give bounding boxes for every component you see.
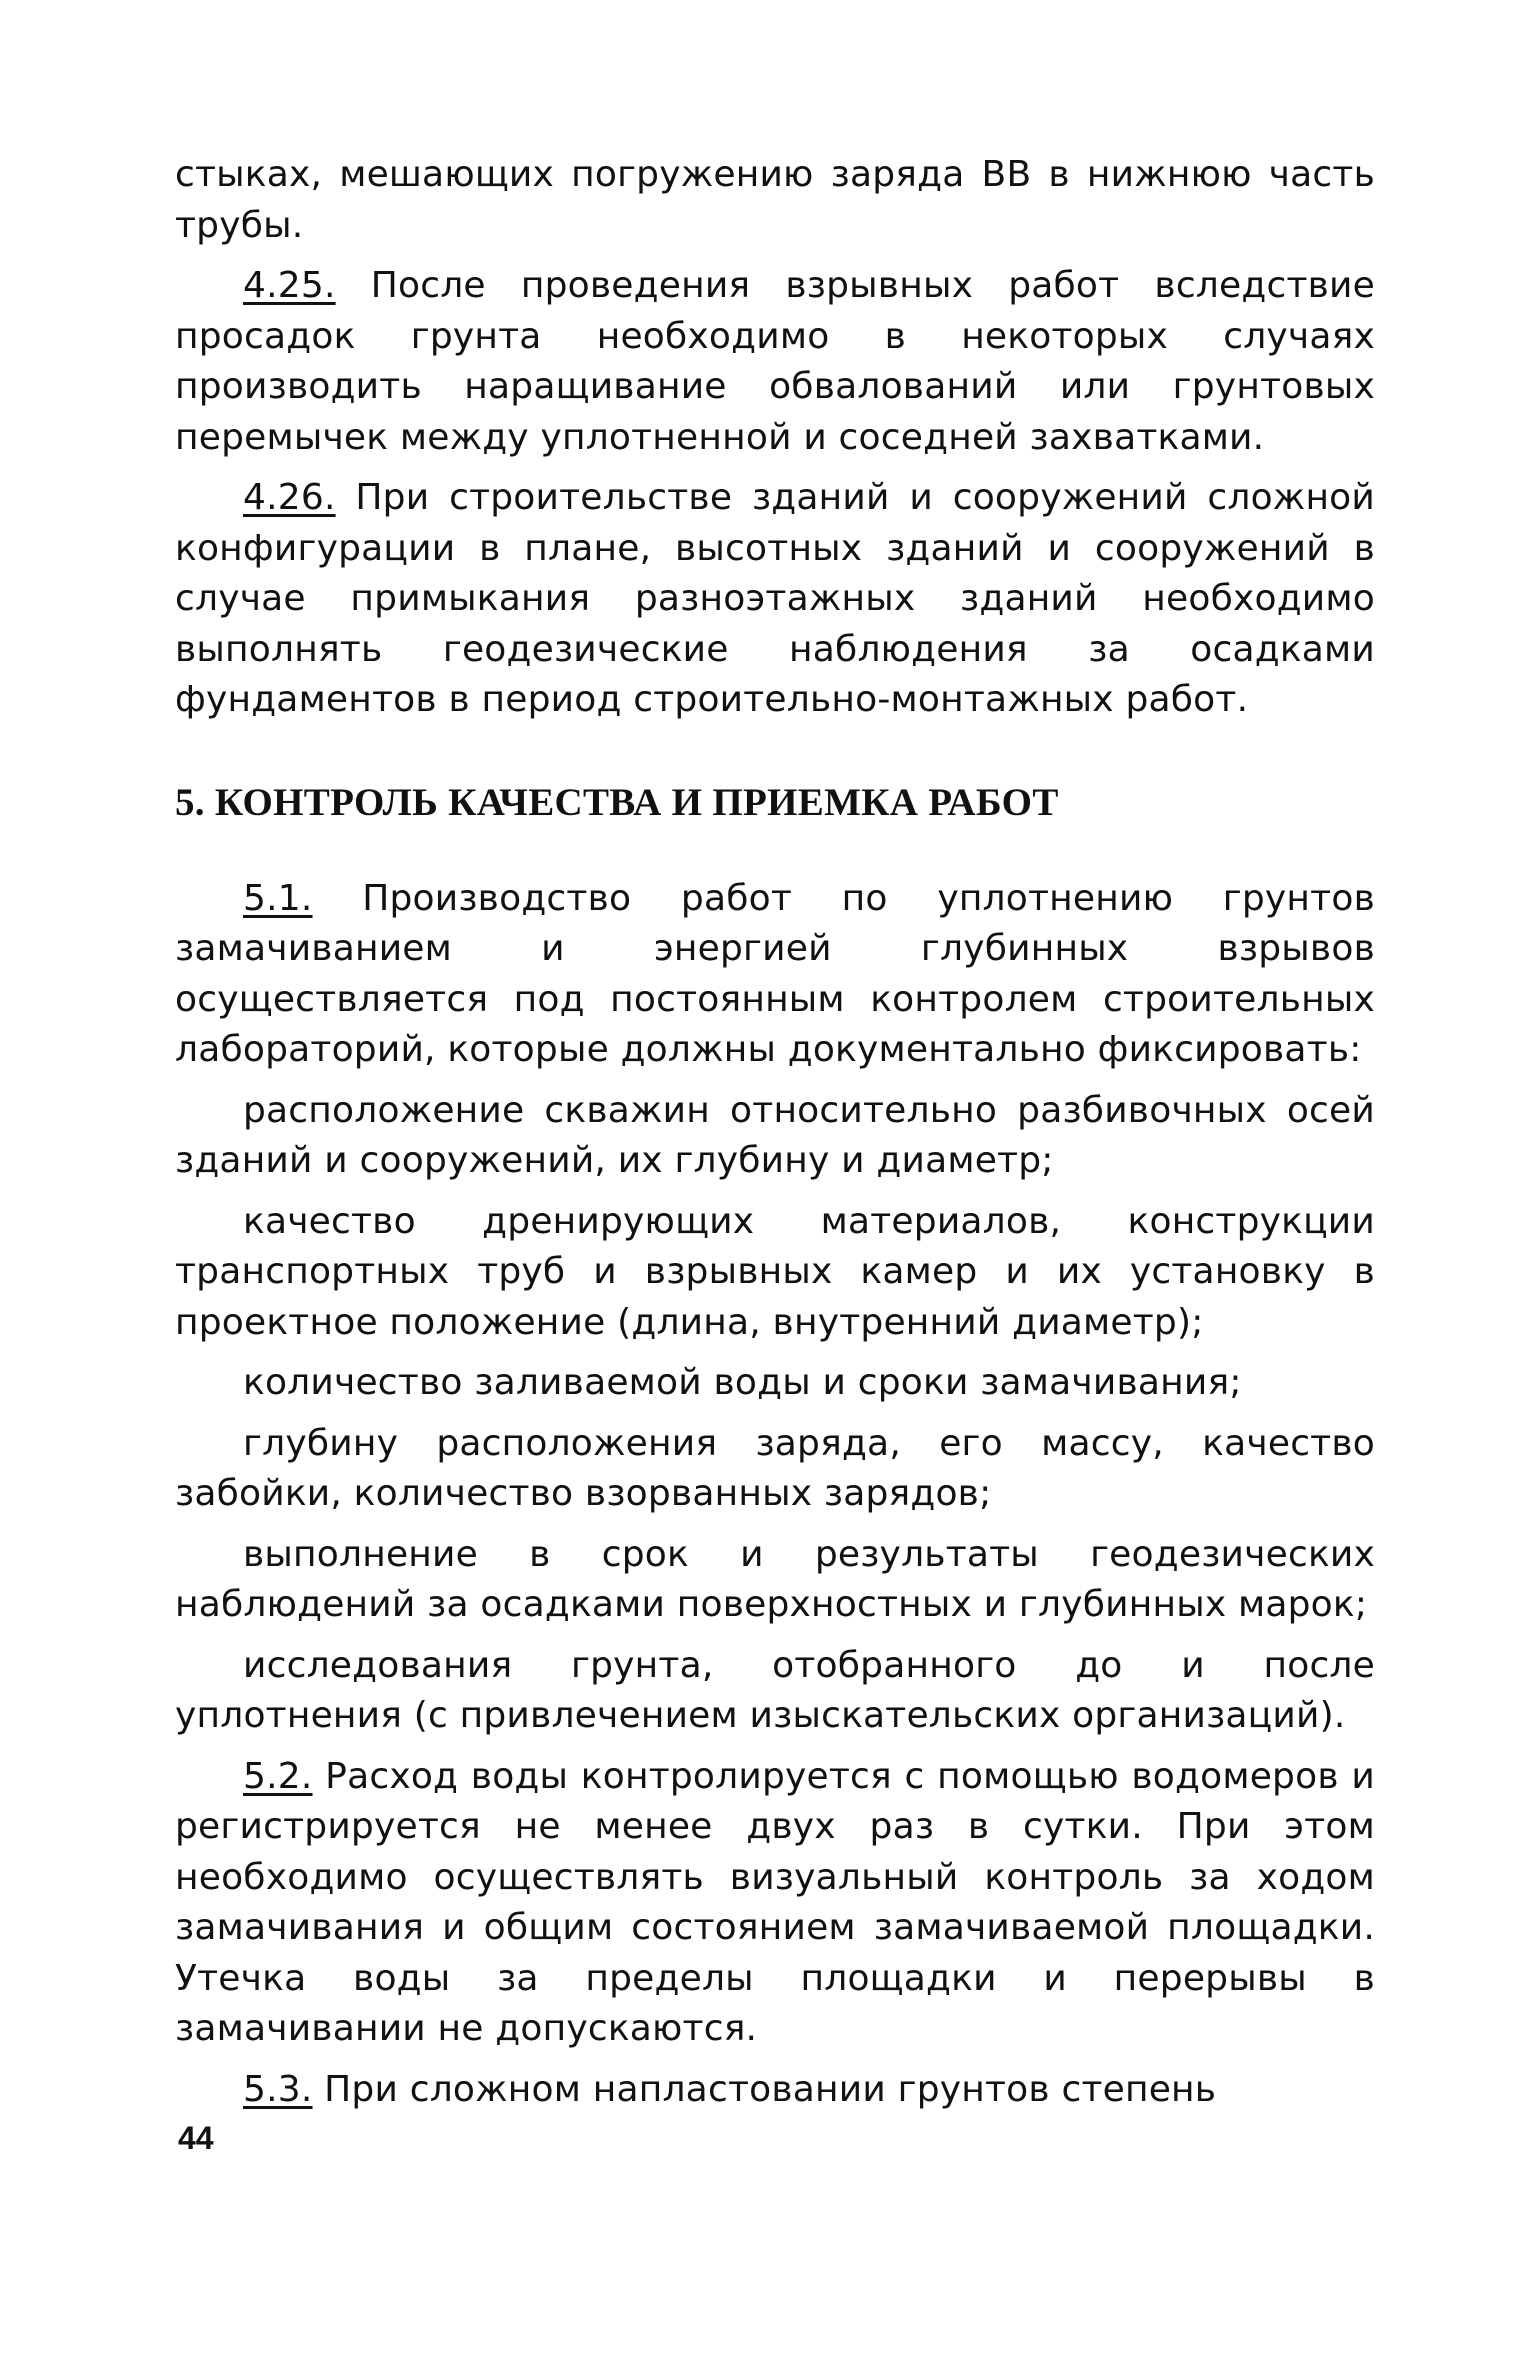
list-item: качество дренирующих материалов, конструкции транспортных труб и взрывных камер и их установку в проектное положение (длина, внутренний диаметр); <box>175 1200 1375 1343</box>
paragraph-5-3 <box>175 2065 1375 2116</box>
paragraph-5-2 <box>175 1752 1375 2055</box>
paragraph-5-1 <box>175 874 1375 1076</box>
list-item: количество заливаемой воды и сроки замачивания; <box>243 1362 1242 1403</box>
list-item: выполнение в срок и результаты геодезических наблюдений за осадками поверхностных и глубинных марок; <box>175 1533 1375 1625</box>
paragraph-4-25 <box>175 261 1375 463</box>
paragraph-text: Производство работ по уплотнению грунтов замачиванием и энергией глубинных взрывов осуществляется под постоянным контролем строительных лабораторий, которые должны документально фиксировать: <box>175 877 1375 1070</box>
paragraph-number: 4.26. <box>243 477 336 518</box>
paragraph-text: Расход воды контролируется с помощью водомеров и регистрируется не менее двух раз в сутки. При этом необходимо осуществлять визуальный контроль за ходом замачивания и общим состоянием замачиваемой площадки. Утечка воды за пределы площадки и перерывы в замачивании не допускаются. <box>175 1755 1375 2049</box>
paragraph-text: При строительстве зданий и сооружений сложной конфигурации в плане, высотных зданий и сооружений в случае примыкания разноэтажных зданий необходимо выполнять геодезические наблюдения за осадками фундаментов в период строительно-монтажных работ. <box>175 477 1375 720</box>
list-item: глубину расположения заряда, его массу, качество забойки, количество взорванных зарядов; <box>175 1422 1375 1514</box>
paragraph-text: После проведения взрывных работ вследствие просадок грунта необходимо в некоторых случаях производить наращивание обвалований или грунтовых перемычек между уплотненной и соседней захватками. <box>175 265 1375 458</box>
section-heading: 5. КОНТРОЛЬ КАЧЕСТВА И ПРИЕМКА РАБОТ <box>175 780 1059 824</box>
paragraph-number: 4.25. <box>243 265 336 306</box>
intro-fragment-text: стыках, мешающих погружению заряда ВВ в нижнюю часть трубы. <box>175 154 1375 246</box>
paragraph-number: 5.1. <box>243 877 313 919</box>
paragraph-4-26 <box>175 473 1375 726</box>
list-item: расположение скважин относительно разбивочных осей зданий и сооружений, их глубину и диаметр; <box>175 1089 1375 1181</box>
page-number: 44 <box>178 2120 214 2156</box>
paragraph-text: При сложном напластовании грунтов степень <box>324 2068 1217 2110</box>
paragraph-number: 5.2. <box>243 1755 313 1797</box>
intro-fragment <box>175 150 1375 251</box>
document-page <box>175 150 1375 2115</box>
paragraph-number: 5.3. <box>243 2068 313 2110</box>
list-item: исследования грунта, отобранного до и после уплотнения (с привлечением изыскательских организаций). <box>175 1644 1375 1736</box>
